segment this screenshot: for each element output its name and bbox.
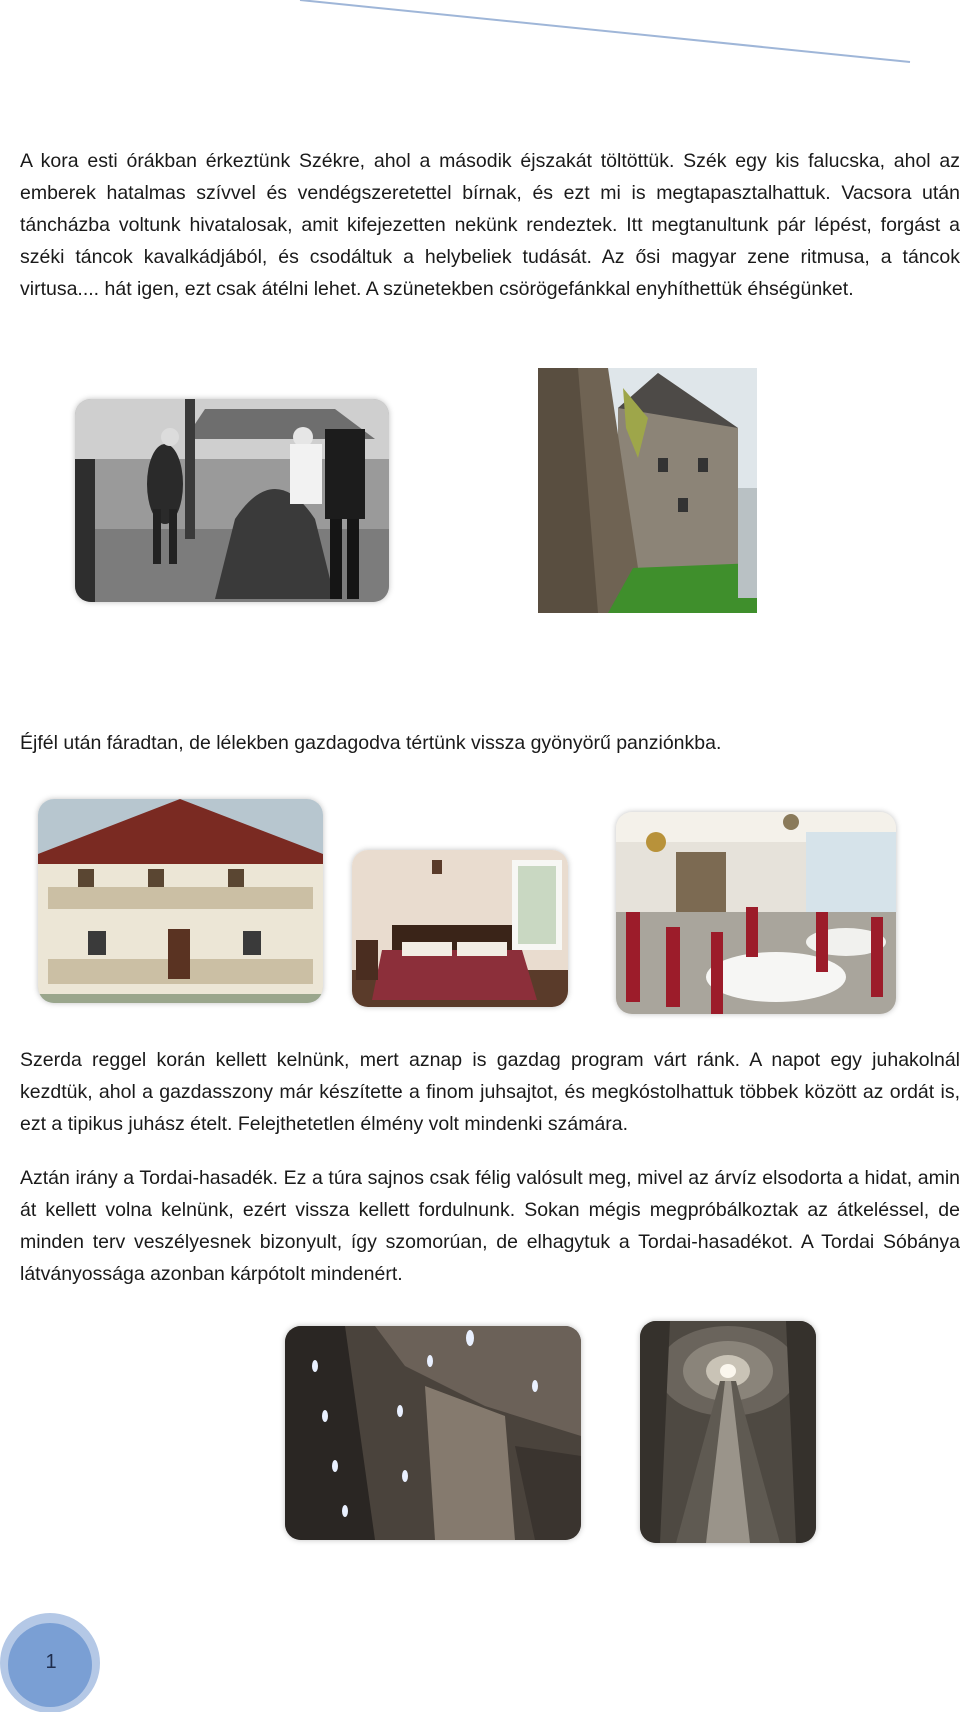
paragraph-sheepfold: Szerda reggel korán kellett kelnünk, mert aznap is gazdag program várt ránk. A napot egy juhakolnál kezdtük, ahol a gazdasszony már készítette a finom juhsajtot, és megkóstolhattuk többek között az ordát is, ezt a tipikus juhász ételt. Felejthetetlen élmény volt mindenki számára. — [20, 1049, 960, 1135]
photo-castle-wall — [538, 368, 757, 613]
paragraph-torda-gorge: Aztán irány a Tordai-hasadék. Ez a túra sajnos csak félig valósult meg, mivel az árvíz elsodorta a hidat, amin át kellett volna kelnünk, ezért vissza kellett fordulnunk. Sokan mégis megpróbálkoztak az átkeléssel, de minden terv veszélyesnek bizonyult, így szomorúan, de elhagytuk a Tordai-hasadékot. A Tordai Sóbánya látványossága azonban kárpótolt mindenért. — [20, 1167, 960, 1285]
paragraph-szek: A kora esti órákban érkeztünk Székre, ahol a második éjszakát töltöttük. Szék egy kis falucska, ahol az emberek hatalmas szívvel és vendégszeretettel bírnak, és ezt mi is megtapasztalhattuk. Vacsora után táncházba voltunk hivatalosak, amit kifejezetten nekünk rendeztek. Itt megtanultunk pár lépést, forgást a széki táncok kavalkádjából, és csodáltuk a helybeliek tudását. Az ősi magyar zene ritmusa, a táncok virtusa.... hát igen, ezt csak átélni lehet. A szünetekben csörögefánkkal enyhíthettük éhségünket. — [20, 150, 960, 300]
photo-bedroom — [352, 850, 568, 1007]
header-decoration-line — [0, 0, 960, 80]
photo-pension — [38, 799, 323, 1003]
photo-tunnel — [640, 1321, 816, 1543]
paragraph-midnight: Éjfél után fáradtan, de lélekben gazdagodva tértünk vissza gyönyörű panziónkba. — [20, 732, 722, 754]
photo-restaurant — [616, 812, 896, 1014]
photo-dancers — [75, 399, 389, 602]
page-number: 1 — [45, 1651, 57, 1673]
photo-salt-mine — [285, 1326, 581, 1540]
